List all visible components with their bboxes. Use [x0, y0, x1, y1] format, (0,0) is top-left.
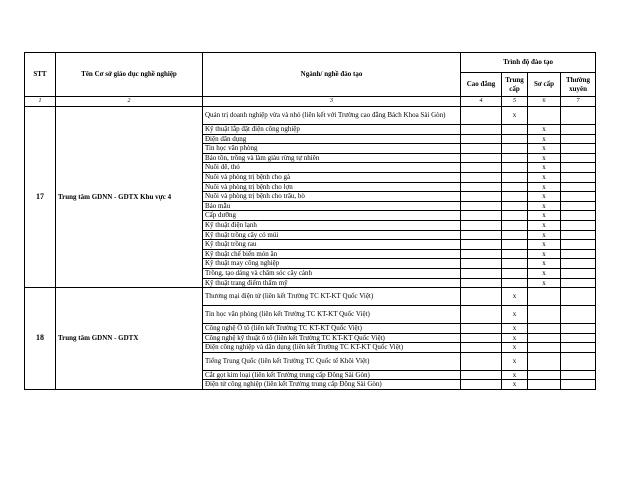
program-name: Kỹ thuật trang điểm thẩm mỹ	[203, 278, 461, 288]
level-trung-cap	[502, 172, 528, 182]
level-so-cap: x	[528, 172, 561, 182]
header-nganh: Ngành/ nghề đào tạo	[203, 53, 461, 97]
program-name: Bảo mẫu	[203, 201, 461, 211]
level-so-cap	[528, 324, 561, 334]
program-name: Công nghệ Ô tô (liên kết Trường TC KT-KT Quốc Việt)	[203, 324, 461, 334]
program-name: Kỹ thuật may công nghiệp	[203, 259, 461, 269]
level-cao-dang	[461, 259, 502, 269]
level-so-cap: x	[528, 163, 561, 173]
program-name: Kỹ thuật trồng cây có múi	[203, 230, 461, 240]
level-so-cap: x	[528, 144, 561, 154]
col-index: 4	[461, 97, 502, 107]
level-trung-cap	[502, 220, 528, 230]
program-name: Thương mại điện tử (liên kết Trường TC KT-KT Quốc Việt)	[203, 288, 461, 306]
level-trung-cap	[502, 268, 528, 278]
institution-name: Trung tâm GDNN - GDTX	[56, 288, 203, 390]
level-cao-dang	[461, 249, 502, 259]
header-trinh-do: Trình độ đào tạo	[461, 53, 596, 73]
program-name: Tin học văn phòng (liên kết Trường TC KT-KT Quốc Việt)	[203, 306, 461, 324]
col-index: 6	[528, 97, 561, 107]
level-so-cap: x	[528, 278, 561, 288]
level-thuong-xuyen	[561, 370, 596, 380]
header-trung-cap: Trung cấp	[502, 73, 528, 97]
level-thuong-xuyen	[561, 268, 596, 278]
level-so-cap	[528, 288, 561, 306]
program-name: Nuôi và phòng trị bệnh cho gà	[203, 172, 461, 182]
level-trung-cap	[502, 211, 528, 221]
level-trung-cap	[502, 163, 528, 173]
level-thuong-xuyen	[561, 125, 596, 135]
header-so-cap: Sơ cấp	[528, 73, 561, 97]
table-row	[25, 288, 596, 306]
level-thuong-xuyen	[561, 249, 596, 259]
level-thuong-xuyen	[561, 306, 596, 324]
level-cao-dang	[461, 125, 502, 135]
level-so-cap	[528, 370, 561, 380]
level-so-cap: x	[528, 249, 561, 259]
level-cao-dang	[461, 172, 502, 182]
level-cao-dang	[461, 163, 502, 173]
program-name: Nuôi và phòng trị bệnh cho trâu, bò	[203, 192, 461, 202]
training-table	[24, 52, 596, 390]
level-trung-cap: x	[502, 370, 528, 380]
level-cao-dang	[461, 333, 502, 343]
level-thuong-xuyen	[561, 211, 596, 221]
level-thuong-xuyen	[561, 333, 596, 343]
level-cao-dang	[461, 268, 502, 278]
level-cao-dang	[461, 288, 502, 306]
level-cao-dang	[461, 201, 502, 211]
program-name: Nuôi dê, thỏ	[203, 163, 461, 173]
level-cao-dang	[461, 230, 502, 240]
level-so-cap: x	[528, 240, 561, 250]
level-cao-dang	[461, 220, 502, 230]
level-thuong-xuyen	[561, 163, 596, 173]
level-trung-cap	[502, 278, 528, 288]
level-trung-cap: x	[502, 288, 528, 306]
level-cao-dang	[461, 240, 502, 250]
level-trung-cap	[502, 230, 528, 240]
level-trung-cap	[502, 240, 528, 250]
level-trung-cap	[502, 201, 528, 211]
level-thuong-xuyen	[561, 343, 596, 353]
program-name: Tin học văn phòng	[203, 144, 461, 154]
table-body	[25, 107, 596, 390]
level-so-cap: x	[528, 230, 561, 240]
level-thuong-xuyen	[561, 240, 596, 250]
level-trung-cap: x	[502, 107, 528, 125]
level-thuong-xuyen	[561, 352, 596, 370]
institution-name: Trung tâm GDNN - GDTX Khu vực 4	[56, 107, 203, 288]
program-name: Cấp dưỡng	[203, 211, 461, 221]
program-name: Điện dân dụng	[203, 134, 461, 144]
row-stt: 18	[25, 288, 56, 390]
level-trung-cap	[502, 192, 528, 202]
col-index: 1	[25, 97, 56, 107]
level-trung-cap	[502, 144, 528, 154]
level-trung-cap	[502, 182, 528, 192]
col-index: 3	[203, 97, 461, 107]
level-thuong-xuyen	[561, 259, 596, 269]
level-thuong-xuyen	[561, 144, 596, 154]
level-trung-cap: x	[502, 380, 528, 390]
level-so-cap	[528, 343, 561, 353]
program-name: Điện công nghiệp và dân dụng (liên kết Trường TC KT-KT Quốc Việt)	[203, 343, 461, 353]
level-so-cap: x	[528, 201, 561, 211]
level-trung-cap: x	[502, 324, 528, 334]
program-name: Tiếng Trung Quốc (liên kết Trường TC Quốc tế Khôi Việt)	[203, 352, 461, 370]
level-trung-cap: x	[502, 352, 528, 370]
level-trung-cap	[502, 134, 528, 144]
level-so-cap: x	[528, 182, 561, 192]
level-thuong-xuyen	[561, 172, 596, 182]
level-so-cap	[528, 107, 561, 125]
level-thuong-xuyen	[561, 288, 596, 306]
row-stt: 17	[25, 107, 56, 288]
program-name: Công nghệ kỹ thuật ô tô (liên kết Trường TC KT-KT Quốc Việt)	[203, 333, 461, 343]
program-name: Kỹ thuật chế biến món ăn	[203, 249, 461, 259]
level-so-cap: x	[528, 153, 561, 163]
level-trung-cap: x	[502, 333, 528, 343]
program-name: Cắt gọt kim loại (liên kết Trường trung cấp Đông Sài Gòn)	[203, 370, 461, 380]
level-so-cap: x	[528, 259, 561, 269]
level-cao-dang	[461, 370, 502, 380]
level-cao-dang	[461, 192, 502, 202]
header-stt: STT	[25, 53, 56, 97]
level-so-cap	[528, 380, 561, 390]
level-cao-dang	[461, 153, 502, 163]
level-cao-dang	[461, 182, 502, 192]
level-cao-dang	[461, 278, 502, 288]
level-trung-cap	[502, 125, 528, 135]
level-thuong-xuyen	[561, 134, 596, 144]
level-so-cap: x	[528, 125, 561, 135]
header-ten-co-so: Tên Cơ sở giáo dục nghề nghiệp	[56, 53, 203, 97]
level-cao-dang	[461, 324, 502, 334]
level-thuong-xuyen	[561, 278, 596, 288]
level-trung-cap: x	[502, 306, 528, 324]
level-thuong-xuyen	[561, 201, 596, 211]
level-cao-dang	[461, 107, 502, 125]
level-so-cap	[528, 306, 561, 324]
level-so-cap: x	[528, 211, 561, 221]
level-trung-cap	[502, 259, 528, 269]
table-row	[25, 107, 596, 125]
col-index: 2	[56, 97, 203, 107]
program-name: Bảo tồn, trồng và làm giàu rừng tự nhiên	[203, 153, 461, 163]
program-name: Kỹ thuật trồng rau	[203, 240, 461, 250]
level-cao-dang	[461, 211, 502, 221]
level-thuong-xuyen	[561, 153, 596, 163]
program-name: Nuôi và phòng trị bệnh cho lợn	[203, 182, 461, 192]
level-thuong-xuyen	[561, 220, 596, 230]
level-thuong-xuyen	[561, 230, 596, 240]
level-trung-cap	[502, 153, 528, 163]
program-name: Quản trị doanh nghiệp vừa và nhỏ (liên kết với Trường cao đẳng Bách Khoa Sài Gòn)	[203, 107, 461, 125]
level-trung-cap: x	[502, 343, 528, 353]
level-thuong-xuyen	[561, 192, 596, 202]
header-thuong-xuyen: Thường xuyên	[561, 73, 596, 97]
level-cao-dang	[461, 380, 502, 390]
level-cao-dang	[461, 134, 502, 144]
col-index: 7	[561, 97, 596, 107]
level-thuong-xuyen	[561, 324, 596, 334]
level-so-cap: x	[528, 268, 561, 278]
program-name: Kỹ thuật điện lạnh	[203, 220, 461, 230]
level-cao-dang	[461, 306, 502, 324]
level-so-cap	[528, 333, 561, 343]
level-so-cap	[528, 352, 561, 370]
col-index: 5	[502, 97, 528, 107]
header-cao-dang: Cao đẳng	[461, 73, 502, 97]
level-thuong-xuyen	[561, 107, 596, 125]
level-thuong-xuyen	[561, 182, 596, 192]
level-trung-cap	[502, 249, 528, 259]
program-name: Điện tử công nghiệp (liên kết Trường trung cấp Đông Sài Gòn)	[203, 380, 461, 390]
level-so-cap: x	[528, 134, 561, 144]
level-cao-dang	[461, 144, 502, 154]
level-so-cap: x	[528, 220, 561, 230]
program-name: Trồng, tạo dáng và chăm sóc cây cảnh	[203, 268, 461, 278]
level-so-cap: x	[528, 192, 561, 202]
level-thuong-xuyen	[561, 380, 596, 390]
level-cao-dang	[461, 352, 502, 370]
column-index-row	[25, 97, 596, 107]
level-cao-dang	[461, 343, 502, 353]
program-name: Kỹ thuật lắp đặt điện công nghiệp	[203, 125, 461, 135]
